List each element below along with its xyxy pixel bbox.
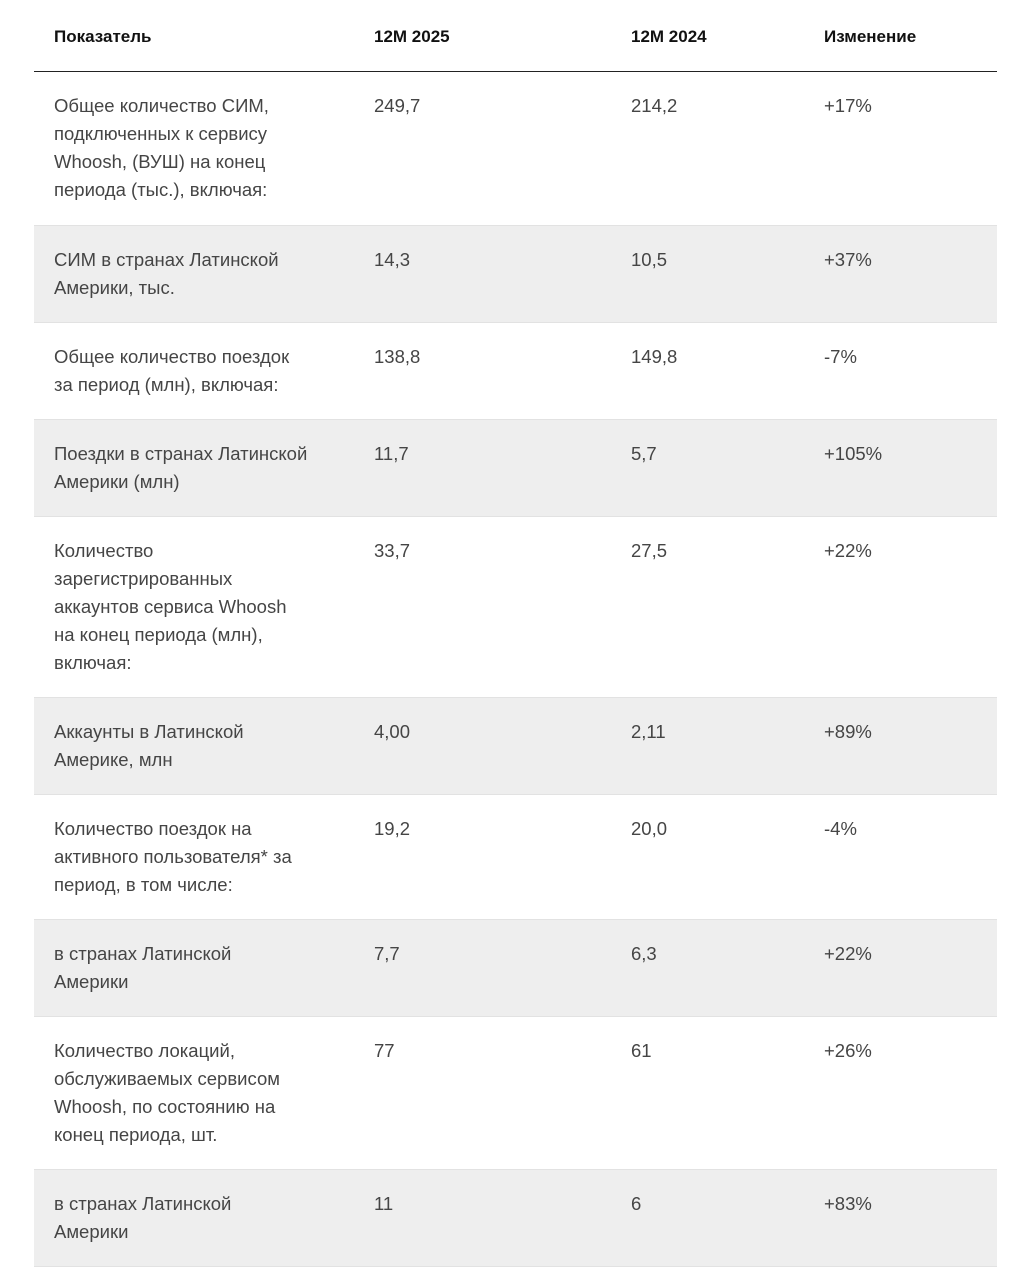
row-label-line: активного пользователя* за [54, 846, 292, 867]
value-change: -7% [824, 346, 857, 367]
value-2025: 11 [374, 1193, 394, 1214]
row-label-line: Количество поездок на [54, 818, 252, 839]
value-2024: 6 [631, 1193, 642, 1214]
row-label [54, 1037, 344, 1149]
row-label [54, 1190, 344, 1246]
row-label-line: Общее количество поездок [54, 346, 290, 367]
row-label-line: на конец периода (млн), [54, 624, 263, 645]
row-label-line: Whoosh, по состоянию на [54, 1096, 276, 1117]
header-change: Изменение [824, 27, 917, 46]
value-2025: 19,2 [374, 818, 411, 839]
value-change: +37% [824, 249, 872, 270]
value-2025: 138,8 [374, 346, 421, 367]
metrics-table [34, 0, 997, 1267]
value-change: +22% [824, 540, 872, 561]
value-2025: 77 [374, 1040, 395, 1061]
table-row [34, 698, 997, 795]
header-12m-2025: 12M 2025 [374, 27, 450, 46]
row-label-line: за период (млн), включая: [54, 374, 279, 395]
value-2025: 7,7 [374, 943, 400, 964]
row-label-line: Количество [54, 540, 154, 561]
row-label-line: Количество локаций, [54, 1040, 235, 1061]
table-row [34, 920, 997, 1017]
value-2025: 14,3 [374, 249, 411, 270]
row-label-line: Общее количество СИМ, [54, 95, 269, 116]
row-label-line: Америки, тыс. [54, 277, 175, 298]
table-row [34, 323, 997, 420]
row-label-line: подключенных к сервису [54, 123, 268, 144]
row-label-line: конец периода, шт. [54, 1124, 218, 1145]
value-2024: 5,7 [631, 443, 657, 464]
row-label [54, 246, 344, 302]
value-change: +26% [824, 1040, 872, 1061]
row-label-line: Америки [54, 1221, 129, 1242]
value-2024: 2,11 [631, 721, 666, 742]
value-2024: 61 [631, 1040, 652, 1061]
value-change: +22% [824, 943, 872, 964]
header-12m-2024: 12M 2024 [631, 27, 707, 46]
value-2024: 20,0 [631, 818, 668, 839]
row-label-line: периода (тыс.), включая: [54, 179, 268, 200]
value-2024: 149,8 [631, 346, 678, 367]
table-row [34, 795, 997, 920]
row-label [54, 940, 344, 996]
value-2025: 4,00 [374, 721, 411, 742]
value-change: +17% [824, 95, 872, 116]
row-label [54, 343, 344, 399]
value-change: +89% [824, 721, 872, 742]
row-label-line: в странах Латинской [54, 1193, 232, 1214]
value-change: +105% [824, 443, 883, 464]
table-row [34, 72, 997, 226]
table-header [34, 0, 997, 72]
header-indicator: Показатель [54, 27, 152, 46]
value-2024: 214,2 [631, 95, 678, 116]
row-label [54, 537, 344, 677]
value-2024: 6,3 [631, 943, 657, 964]
row-label [54, 815, 344, 899]
row-label-line: в странах Латинской [54, 943, 232, 964]
value-2025: 33,7 [374, 540, 411, 561]
row-label-line: Поездки в странах Латинской [54, 443, 308, 464]
table-row [34, 226, 997, 323]
row-label-line: аккаунтов сервиса Whoosh [54, 596, 287, 617]
row-label-line: Америки [54, 971, 129, 992]
row-label-line: Аккаунты в Латинской [54, 721, 244, 742]
table-row [34, 517, 997, 698]
row-label-line: включая: [54, 652, 132, 673]
row-label [54, 718, 344, 774]
table-row [34, 1170, 997, 1267]
value-2025: 11,7 [374, 443, 409, 464]
value-2024: 10,5 [631, 249, 668, 270]
row-label-line: Америки (млн) [54, 471, 180, 492]
row-label-line: Whoosh, (ВУШ) на конец [54, 151, 266, 172]
table-row [34, 420, 997, 517]
value-change: -4% [824, 818, 857, 839]
row-label-line: период, в том числе: [54, 874, 233, 895]
value-2024: 27,5 [631, 540, 668, 561]
row-label-line: зарегистрированных [54, 568, 233, 589]
row-label-line: СИМ в странах Латинской [54, 249, 279, 270]
table-row [34, 1017, 997, 1170]
row-label-line: обслуживаемых сервисом [54, 1068, 280, 1089]
row-label [54, 92, 344, 204]
value-2025: 249,7 [374, 95, 421, 116]
row-label [54, 440, 344, 496]
value-change: +83% [824, 1193, 872, 1214]
row-label-line: Америке, млн [54, 749, 173, 770]
